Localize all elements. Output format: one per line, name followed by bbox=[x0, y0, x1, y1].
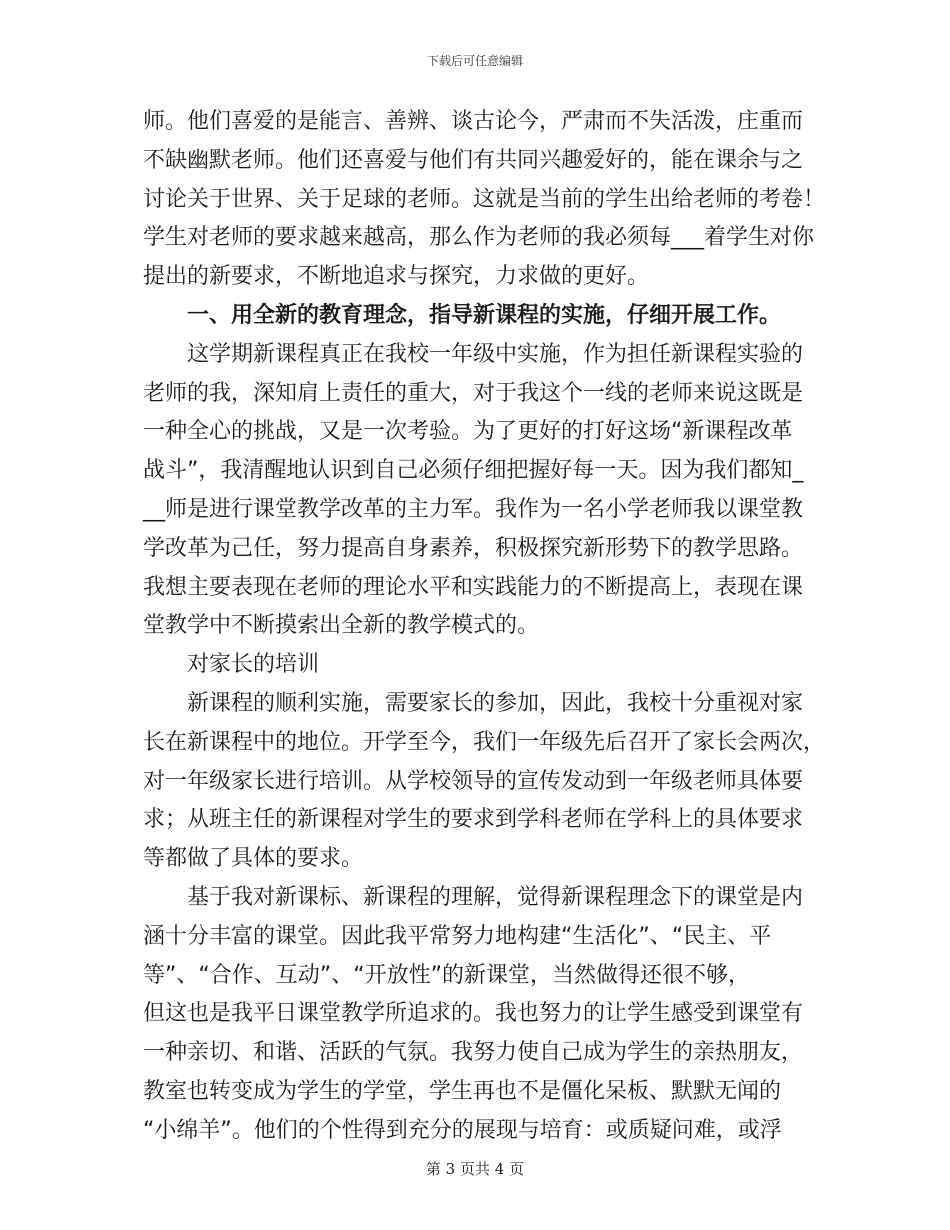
text-line: 教室也转变成为学生的学堂，学生再也不是僵化呆板、默默无闻的 bbox=[143, 1078, 782, 1104]
text-line: 学改革为己任，努力提高自身素养，积极探究新形势下的教学思路。 bbox=[143, 535, 804, 561]
text-line: 一种全心的挑战，又是一次考验。为了更好的打好这场“新课程改革 bbox=[143, 419, 793, 445]
text-line: 但这也是我平日课堂教学所追求的。我也努力的让学生感受到课堂有 bbox=[143, 1001, 804, 1027]
page-header: 下载后可任意编辑 bbox=[426, 54, 523, 68]
text-line: 老师的我，深知肩上责任的重大，对于我这个一线的老师来说这既是 bbox=[143, 380, 804, 406]
text-line: 提出的新要求，不断地追求与探究，力求做的更好。 bbox=[143, 264, 650, 290]
text-line: 讨论关于世界、关于足球的老师。这就是当前的学生出给老师的考卷！ bbox=[143, 186, 826, 212]
text-line: 对一年级家长进行培训。从学校领导的宣传发动到一年级老师具体要 bbox=[143, 768, 804, 794]
text-line: 堂教学中不断摸索出全新的教学模式的。 bbox=[143, 613, 540, 639]
document-body bbox=[143, 103, 826, 1151]
text-line: 我想主要表现在老师的理论水平和实践能力的不断提高上，表现在课 bbox=[143, 574, 804, 600]
text-line: 求；从班主任的新课程对学生的要求到学科老师在学科上的具体要求 bbox=[143, 807, 804, 833]
text-line: “小绵羊”。他们的个性得到充分的展现与培育：或质疑问难，或浮 bbox=[143, 1117, 782, 1143]
section-heading: 一、用全新的教育理念，指导新课程的实施，仔细开展工作。 bbox=[187, 302, 782, 328]
text-line: __师是进行课堂教学改革的主力军。我作为一名小学老师我以课堂教 bbox=[143, 496, 804, 522]
text-line: 涵十分丰富的课堂。因此我平常努力地构建“生活化”、“民主、平 bbox=[143, 923, 772, 949]
text-line: 这学期新课程真正在我校一年级中实施，作为担任新课程实验的 bbox=[187, 341, 804, 367]
text-line: 新课程的顺利实施，需要家长的参加，因此，我校十分重视对家 bbox=[187, 690, 804, 716]
page-number-footer: 第 3 页共 4 页 bbox=[425, 1160, 525, 1178]
text-line: 基于我对新课标、新课程的理解，觉得新课程理念下的课堂是内 bbox=[187, 884, 804, 910]
text-line: 一种亲切、和谐、活跃的气氛。我努力使自己成为学生的亲热朋友， bbox=[143, 1040, 804, 1066]
text-line: 战斗”，我清醒地认识到自己必须仔细把握好每一天。因为我们都知_ bbox=[143, 458, 804, 484]
text-line: 等都做了具体的要求。 bbox=[143, 846, 364, 872]
text-line: 不缺幽默老师。他们还喜爱与他们有共同兴趣爱好的，能在课余与之 bbox=[143, 147, 804, 173]
text-line: 等”、“合作、互动”、“开放性”的新课堂，当然做得还很不够， bbox=[143, 962, 750, 988]
text-line: 师。他们喜爱的是能言、善辨、谈古论今，严肃而不失活泼，庄重而 bbox=[143, 109, 804, 134]
text-line: 长在新课程中的地位。开学至今，我们一年级先后召开了家长会两次， bbox=[143, 729, 826, 755]
subheading: 对家长的培训 bbox=[187, 652, 320, 678]
text-line: 学生对老师的要求越来越高，那么作为老师的我必须每___着学生对你 bbox=[143, 225, 815, 251]
